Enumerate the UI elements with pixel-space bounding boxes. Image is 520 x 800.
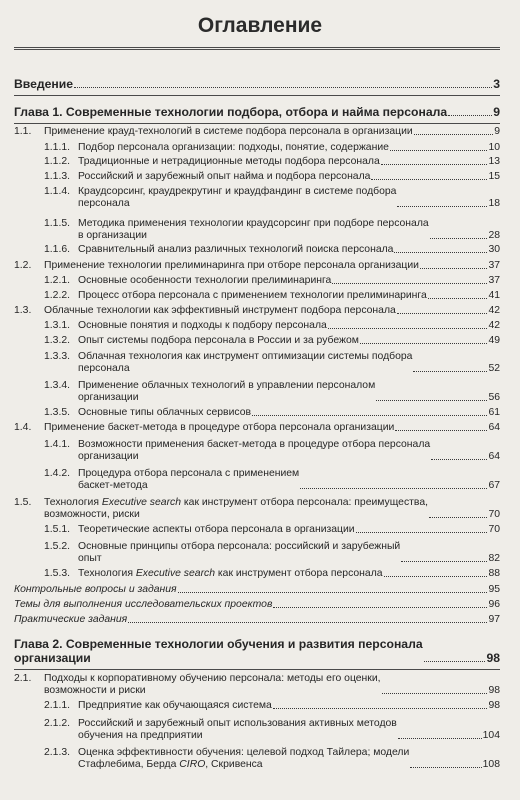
toc-entry[interactable] (14, 126, 500, 138)
toc-entry[interactable] (14, 244, 500, 256)
toc-leader-dots (390, 149, 488, 151)
toc-entry-title (14, 77, 73, 91)
toc-entry-number: 1.5. (14, 497, 32, 508)
toc-entry-number: 1.1.1. (44, 142, 70, 153)
toc-entry-title-line: Облачная технология как инструмент оптимизации системы подбора (78, 351, 413, 362)
toc-entry-title-line: в организации (78, 230, 147, 241)
toc-entry[interactable] (14, 335, 500, 347)
toc-entry-page: 42 (488, 320, 500, 331)
toc-entry-title-line: Основные понятия и подходы к подбору персонала (78, 320, 327, 331)
toc-leader-dots (252, 414, 487, 416)
toc-entry-title (78, 700, 272, 712)
toc-entry[interactable] (14, 599, 500, 611)
toc-entry-title-line: Российский и зарубежный опыт найма и подбора персонала (78, 171, 371, 182)
toc-leader-dots (413, 370, 487, 372)
toc-leader-dots (273, 707, 488, 709)
toc-entry-number: 1.2.1. (44, 275, 70, 286)
toc-entry-page: 3 (493, 77, 500, 91)
toc-entry-title (78, 747, 409, 771)
toc-entry-title (78, 351, 412, 375)
toc-entry-title (14, 637, 423, 665)
toc-entry-page: 10 (488, 142, 500, 153)
toc-entry-number: 1.3.5. (44, 407, 70, 418)
toc-entry[interactable] (14, 305, 500, 317)
toc-entry-page: 52 (488, 363, 500, 374)
toc-entry-title (78, 439, 430, 463)
toc-entry[interactable] (14, 700, 500, 712)
toc-leader-dots (401, 560, 487, 562)
toc-entry-title-line: Облачные технологии как эффективный инструмент подбора персонала (44, 305, 396, 316)
toc-entry-title (14, 614, 127, 626)
toc-entry-page: 70 (488, 509, 500, 520)
toc-leader-dots (398, 737, 482, 739)
toc-entry-page: 82 (488, 553, 500, 564)
toc-entry-title-line: Процесс отбора персонала с применением технологии прелиминаринга (78, 290, 427, 301)
toc-entry-page: 98 (488, 685, 500, 696)
toc-leader-dots (428, 297, 488, 299)
toc-leader-dots (429, 516, 487, 518)
toc-entry[interactable] (14, 673, 500, 697)
toc-entry[interactable] (14, 275, 500, 287)
toc-entry-title (78, 186, 396, 210)
toc-leader-dots (410, 766, 481, 768)
toc-entry-title (78, 335, 359, 347)
toc-leader-dots (273, 606, 487, 608)
toc-leader-dots (332, 282, 487, 284)
toc-entry-title-line: Процедура отбора персонала с применением (78, 468, 300, 479)
toc-entry-title (78, 218, 429, 242)
toc-entry-number: 1.3.2. (44, 335, 70, 346)
toc-entry-title (78, 244, 393, 256)
toc-entry-title-line: Технология Executive search как инструмент отбора персонала: преимущества, (44, 497, 428, 508)
toc-entry-number: 1.1.3. (44, 171, 70, 182)
toc-entry-page: 98 (486, 651, 500, 665)
toc-entry-title-line: Основные принципы отбора персонала: российский и зарубежный (78, 541, 401, 552)
toc-entry[interactable] (14, 524, 500, 536)
toc-entry[interactable] (14, 407, 500, 419)
toc-entry-title (44, 126, 413, 138)
toc-entry-page: 9 (493, 105, 500, 119)
toc-entry-number: 1.3.4. (44, 380, 70, 391)
toc-entry-page: 18 (488, 198, 500, 209)
toc-entry-title-line: Оценка эффективности обучения: целевой подход Тайлера; модели (78, 747, 410, 758)
toc-leader-dots (384, 575, 488, 577)
chapter-rule (14, 123, 500, 124)
toc-entry-number: 1.5.3. (44, 568, 70, 579)
toc-entry-number: 1.5.1. (44, 524, 70, 535)
toc-entry[interactable] (14, 260, 500, 272)
toc-leader-dots (371, 178, 487, 180)
toc-leader-dots (376, 399, 487, 401)
toc-entry-number: 1.4.1. (44, 439, 70, 450)
toc-entry[interactable] (14, 637, 500, 665)
toc-entry-title-line: Традиционные и нетрадиционные методы подбора персонала (78, 156, 380, 167)
toc-leader-dots (382, 692, 488, 694)
toc-entry-title (14, 599, 272, 611)
toc-entry-page: 37 (488, 275, 500, 286)
toc-entry-title-line: Применение технологии прелиминаринга при отборе персонала организации (44, 260, 419, 271)
toc-entry-title-line: персонала (78, 363, 130, 374)
toc-entry-title-line: Сравнительный анализ различных технологий поиска персонала (78, 244, 394, 255)
toc-leader-dots (381, 163, 488, 165)
toc-entry[interactable] (14, 541, 500, 565)
chapter-rule (14, 95, 500, 96)
toc-entry-title-line: Применение крауд-технологий в системе подбора персонала в организации (44, 126, 413, 137)
toc-entry-title-line: Технология Executive search как инструмент отбора персонала (78, 568, 383, 579)
toc-entry[interactable] (14, 290, 500, 302)
toc-entry-number: 2.1.2. (44, 718, 70, 729)
toc-entry-title (78, 171, 370, 183)
toc-entry-page: 56 (488, 392, 500, 403)
toc-entry-title-line: Применение баскет-метода в процедуре отбора персонала организации (44, 422, 395, 433)
toc-leader-dots (420, 267, 487, 269)
toc-entry[interactable] (14, 584, 500, 596)
toc-entry[interactable] (14, 142, 500, 154)
toc-entry-page: 28 (488, 230, 500, 241)
toc-entry-title-line: Глава 1. Современные технологии подбора, отбора и найма персонала (14, 105, 448, 119)
toc-entry-title-line: Возможности применения баскет-метода в процедуре отбора персонала (78, 439, 431, 450)
toc-entry-number: 1.4. (14, 422, 32, 433)
toc-entry[interactable] (14, 747, 500, 771)
toc-entry[interactable] (14, 568, 500, 580)
toc-entry[interactable] (14, 320, 500, 332)
toc-entry[interactable] (14, 422, 500, 434)
toc-entry-page: 15 (488, 171, 500, 182)
toc-entry-page: 67 (488, 480, 500, 491)
toc-entry-title (44, 305, 396, 317)
toc-entry-page: 30 (488, 244, 500, 255)
toc-entry-number: 1.3.1. (44, 320, 70, 331)
toc-entry-page: 95 (488, 584, 500, 595)
toc-entry-title-line: Российский и зарубежный опыт использования активных методов (78, 718, 397, 729)
toc-leader-dots (328, 327, 488, 329)
toc-entry-number: 1.1.2. (44, 156, 70, 167)
toc-leader-dots (397, 205, 487, 207)
toc-entry-page: 13 (488, 156, 500, 167)
toc-entry-title-line: организации (78, 392, 139, 403)
toc-leader-dots (74, 86, 492, 88)
title-rule-bottom (14, 49, 500, 50)
toc-entry[interactable] (14, 171, 500, 183)
toc-entry[interactable] (14, 105, 500, 119)
toc-entry[interactable] (14, 439, 500, 463)
toc-entry-page: 108 (482, 759, 500, 770)
toc-entry-title-line: организации (14, 651, 91, 665)
toc-entry-number: 2.1.1. (44, 700, 70, 711)
toc-entry-title (78, 541, 400, 565)
toc-entry-title-line: Основные особенности технологии прелиминаринга (78, 275, 332, 286)
toc-entry[interactable] (14, 186, 500, 210)
toc-entry-page: 70 (488, 524, 500, 535)
toc-entry-number: 1.4.2. (44, 468, 70, 479)
toc-entry-title-line: Темы для выполнения исследовательских проектов (14, 599, 273, 610)
toc-entry-title (78, 142, 389, 154)
toc-entry[interactable] (14, 77, 500, 91)
toc-entry-number: 1.2.2. (44, 290, 70, 301)
toc-entry-number: 1.1.4. (44, 186, 70, 197)
toc-entry-title-line: Теоретические аспекты отбора персонала в организации (78, 524, 355, 535)
toc-leader-dots (430, 237, 488, 239)
toc-leader-dots (394, 251, 487, 253)
toc-entry-title-line: Предприятие как обучающаяся система (78, 700, 272, 711)
toc-entry-title (14, 584, 177, 596)
toc-entry-page: 88 (488, 568, 500, 579)
toc-entry-title (44, 497, 428, 521)
toc-entry-title-line: Методика применения технологии краудсорсинг при подборе персонала (78, 218, 429, 229)
title-rule-top (14, 47, 500, 48)
toc-entry-page: 64 (488, 422, 500, 433)
toc-entry-number: 2.1.3. (44, 747, 70, 758)
toc-entry-title-line: Краудсорсинг, краудрекрутинг и краудфандинг в системе подбора (78, 186, 397, 197)
toc-entry-title-line: Подходы к корпоративному обучению персонала: методы его оценки, (44, 673, 381, 684)
toc-entry-title-line: организации (78, 451, 139, 462)
toc-entry[interactable] (14, 156, 500, 168)
toc-entry-number: 1.2. (14, 260, 32, 271)
toc-entry-title-line: Глава 2. Современные технологии обучения и развития персонала (14, 637, 423, 651)
toc-entry-page: 41 (488, 290, 500, 301)
toc-entry-title (78, 156, 380, 168)
toc-entry-title-line: Подбор персонала организации: подходы, понятие, содержание (78, 142, 389, 153)
toc-entry-title-line: Введение (14, 77, 74, 91)
toc-entry-number: 1.3. (14, 305, 32, 316)
toc-entry-title-line: возможности и риски (44, 685, 146, 696)
toc-entry-title (44, 422, 394, 434)
toc-leader-dots (356, 531, 488, 533)
chapter-rule (14, 669, 500, 670)
toc-entry-title-line: Опыт системы подбора персонала в России и за рубежом (78, 335, 359, 346)
toc-entry-page: 37 (488, 260, 500, 271)
toc-entry-title (78, 468, 299, 492)
toc-entry-number: 1.3.3. (44, 351, 70, 362)
toc-entry-title (78, 380, 375, 404)
toc-leader-dots (360, 342, 488, 344)
toc-entry-title (44, 260, 419, 272)
toc-entry[interactable] (14, 718, 500, 742)
toc-entry-page: 9 (494, 126, 500, 137)
toc-entry-title (78, 275, 331, 287)
toc-leader-dots (128, 621, 487, 623)
toc-leader-dots (178, 591, 488, 593)
toc-entry-title-line: баскет-метода (78, 480, 148, 491)
toc-entry-title-line: Основные типы облачных сервисов (78, 407, 251, 418)
toc-entry-title-line: Практические задания (14, 614, 128, 625)
toc-entry-title-line: персонала (78, 198, 130, 209)
toc-leader-dots (414, 133, 494, 135)
toc-entry-page: 49 (488, 335, 500, 346)
toc-entry-number: 2.1. (14, 673, 32, 684)
toc-entry-number: 1.1. (14, 126, 32, 137)
toc-entry-title (78, 407, 251, 419)
page-title: Оглавление (197, 14, 323, 37)
toc-entry-title-line: возможности, риски (44, 509, 140, 520)
toc-entry-title (78, 524, 355, 536)
toc-entry-page: 97 (488, 614, 500, 625)
toc-entry[interactable] (14, 497, 500, 521)
toc-entry-page: 104 (482, 730, 500, 741)
toc-entry-title-line: обучения на предприятии (78, 730, 203, 741)
toc-entry-page: 98 (488, 700, 500, 711)
toc-entry-title (44, 673, 381, 697)
toc-entry-title (78, 290, 427, 302)
toc-entry-page: 96 (488, 599, 500, 610)
toc-leader-dots (431, 458, 487, 460)
toc-entry-page: 64 (488, 451, 500, 462)
toc-entry-page: 42 (488, 305, 500, 316)
toc-entry-page: 61 (488, 407, 500, 418)
toc-entry-number: 1.1.6. (44, 244, 70, 255)
toc-leader-dots (300, 487, 487, 489)
toc-entry-title-line: Применение облачных технологий в управлении персоналом (78, 380, 376, 391)
toc-entry[interactable] (14, 218, 500, 242)
toc-entry[interactable] (14, 380, 500, 404)
toc-entry-number: 1.1.5. (44, 218, 70, 229)
toc-leader-dots (424, 660, 486, 662)
toc-entry-title (78, 320, 327, 332)
toc-entry-title-line: Стафлебима, Берда CIRO, Скривенса (78, 759, 263, 770)
toc-entry-title (14, 105, 447, 119)
toc-leader-dots (395, 429, 487, 431)
toc-entry[interactable] (14, 614, 500, 626)
toc-entry[interactable] (14, 468, 500, 492)
toc-entry-title-line: Контрольные вопросы и задания (14, 584, 177, 595)
toc-leader-dots (397, 312, 488, 314)
toc-entry[interactable] (14, 351, 500, 375)
toc-entry-title (78, 718, 397, 742)
toc-leader-dots (448, 114, 492, 116)
toc-entry-number: 1.5.2. (44, 541, 70, 552)
toc-entry-title (78, 568, 383, 580)
toc-entry-title-line: опыт (78, 553, 102, 564)
